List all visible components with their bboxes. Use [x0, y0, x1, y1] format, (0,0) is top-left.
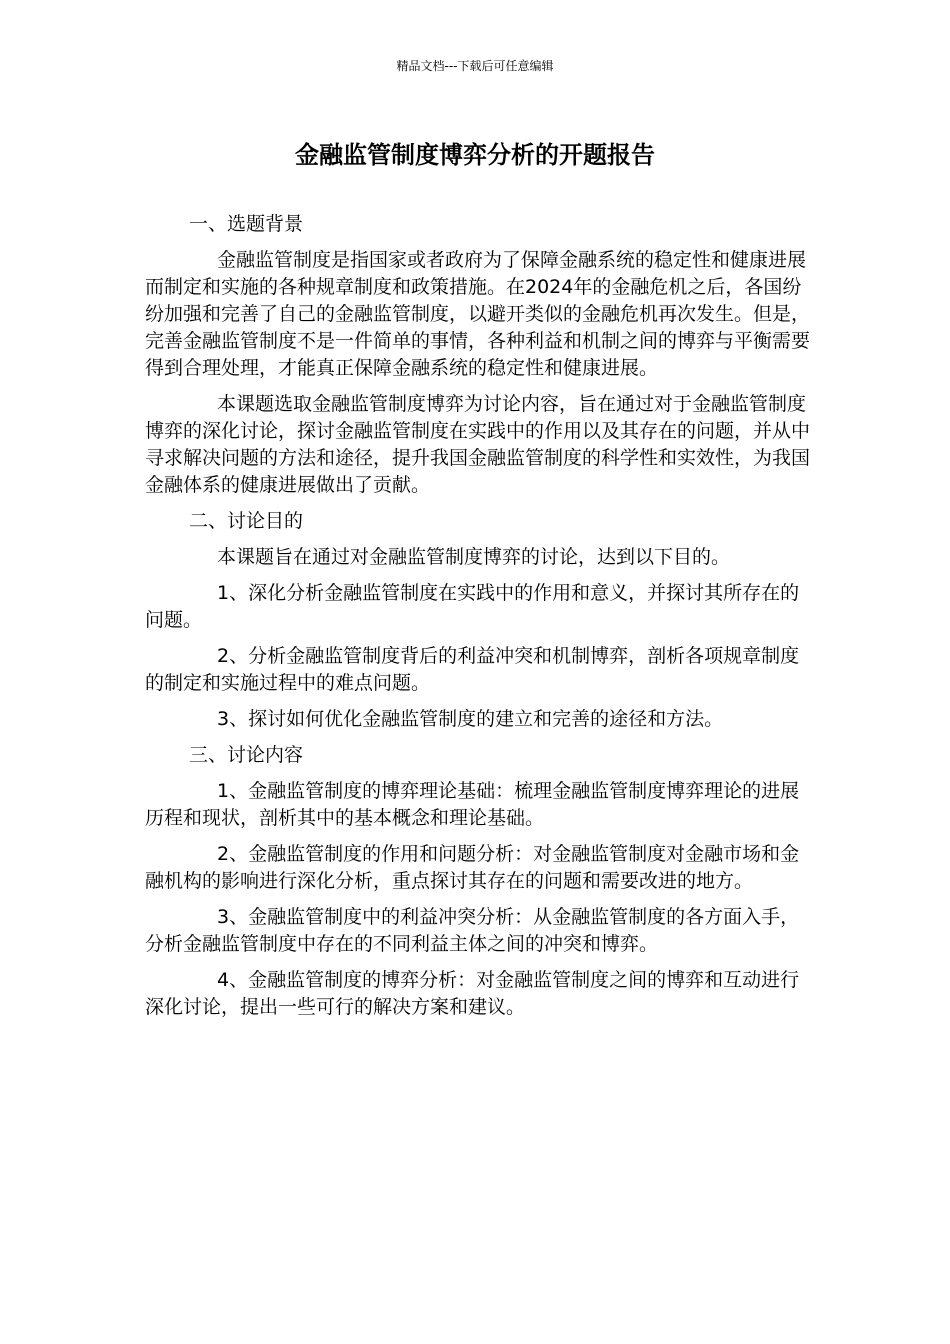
section-heading: 二、讨论目的	[189, 510, 304, 532]
list-item: 3、金融监管制度中的利益冲突分析：从金融监管制度的各方面入手，分析金融监管制度中存在的不同利益主体之间的冲突和博弈。	[145, 906, 800, 955]
list-item: 1、深化分析金融监管制度在实践中的作用和意义，并探讨其所存在的问题。	[145, 582, 800, 631]
paragraph: 本课题旨在通过对金融监管制度博弈的讨论，达到以下目的。	[217, 546, 731, 568]
document-title: 金融监管制度博弈分析的开题报告	[295, 141, 655, 169]
list-item: 2、分析金融监管制度背后的利益冲突和机制博弈，剖析各项规章制度的制定和实施过程中的难点问题。	[145, 645, 800, 694]
list-item: 2、金融监管制度的作用和问题分析：对金融监管制度对金融市场和金融机构的影响进行深化分析，重点探讨其存在的问题和需要改进的地方。	[145, 843, 800, 892]
section-heading: 三、讨论内容	[189, 744, 304, 766]
document-body	[145, 211, 810, 1030]
list-item: 4、金融监管制度的博弈分析：对金融监管制度之间的博弈和互动进行深化讨论，提出一些可行的解决方案和建议。	[145, 969, 800, 1018]
list-item: 3、探讨如何优化金融监管制度的建立和完善的途径和方法。	[217, 708, 724, 730]
section-purpose	[145, 508, 810, 733]
section-background	[145, 211, 810, 499]
section-content	[145, 742, 810, 1021]
paragraph: 本课题选取金融监管制度博弈为讨论内容，旨在通过对于金融监管制度博弈的深化讨论，探讨金融监管制度在实践中的作用以及其存在的问题，并从中寻求解决问题的方法和途径，提升我国金融监管制度的科学性和实效性，为我国金融体系的健康进展做出了贡献。	[145, 393, 811, 496]
page-header: 精品文档---下载后可任意编辑	[396, 59, 554, 73]
list-item: 1、金融监管制度的博弈理论基础：梳理金融监管制度博弈理论的进展历程和现状，剖析其中的基本概念和理论基础。	[145, 780, 800, 829]
section-heading: 一、选题背景	[189, 213, 304, 235]
paragraph: 金融监管制度是指国家或者政府为了保障金融系统的稳定性和健康进展而制定和实施的各种规章制度和政策措施。在2024年的金融危机之后，各国纷纷加强和完善了自己的金融监管制度，以避开类似的金融危机再次发生。但是，完善金融监管制度不是一件简单的事情，各种利益和机制之间的博弈与平衡需要得到合理处理，才能真正保障金融系统的稳定性和健康进展。	[145, 249, 811, 379]
